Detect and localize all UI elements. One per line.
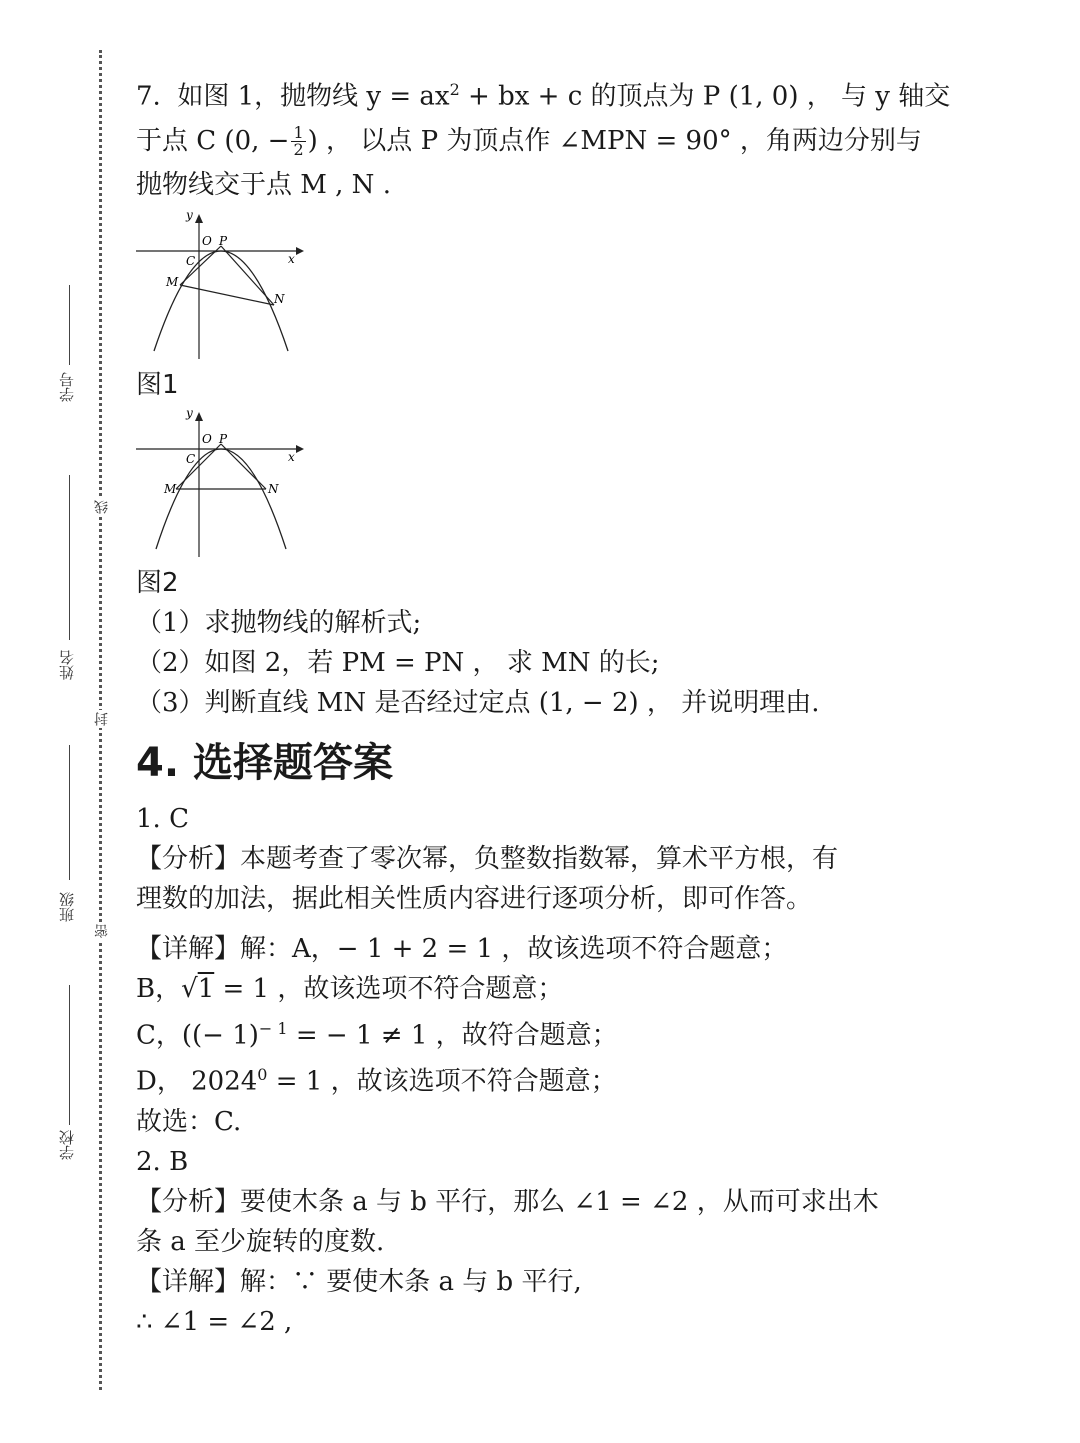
class-label: 班级 xyxy=(58,892,76,922)
page-content xyxy=(136,68,956,1342)
problem-line-1 xyxy=(136,68,956,119)
answer-text: = − 1 ≠ 1 ，故符合题意； xyxy=(287,1020,618,1051)
parabola-diagram-2 xyxy=(136,409,306,559)
figure-2 xyxy=(136,409,956,603)
answer-1-analysis: 【分析】本题考查了零次幂，负整数指数幂，算术平方根，有 xyxy=(136,843,839,874)
label-y: y xyxy=(186,210,193,222)
problem-text: + bx + c 的顶点为 P (1, 0) ， 与 y 轴交 xyxy=(459,81,951,112)
figure-1-caption: 图1 xyxy=(136,369,179,400)
answer-text: = 1 ，故该选项不符合题意； xyxy=(267,1066,617,1097)
label-p: P xyxy=(219,431,228,446)
label-o: O xyxy=(202,431,212,446)
fraction-numerator: 1 xyxy=(293,123,304,143)
segment-pn xyxy=(221,444,266,489)
problem-number: 7. xyxy=(136,81,161,112)
fraction-denominator: 2 xyxy=(293,140,304,160)
segment-pn xyxy=(221,246,274,305)
name-blank xyxy=(69,475,70,640)
problem-text: 如图 1，抛物线 y = ax xyxy=(177,81,450,112)
answer-1-detail-b xyxy=(136,969,956,1009)
school-blank xyxy=(69,985,70,1125)
answer-1-detail-d xyxy=(136,1055,956,1102)
label-n: N xyxy=(274,291,285,306)
x-axis-arrow xyxy=(296,445,304,453)
problem-text: ) ， 以点 P 为顶点作 ∠MPN = 90° ，角两边分别与 xyxy=(307,125,922,156)
answer-1-detail-a: 【详解】解：A，− 1 + 2 = 1 ，故该选项不符合题意； xyxy=(136,933,788,964)
x-axis-arrow xyxy=(296,247,304,255)
question-1: （1）求抛物线的解析式; xyxy=(136,607,422,638)
answer-1-title: 1. C xyxy=(136,803,189,834)
answer-1-choose: 故选：C. xyxy=(136,1106,242,1137)
parabola-curve xyxy=(154,251,288,351)
label-x: x xyxy=(288,251,295,266)
answer-text: B，√ xyxy=(136,973,198,1004)
answer-2-title: 2. B xyxy=(136,1146,189,1177)
answer-text: C，((− 1) xyxy=(136,1020,259,1051)
answer-2-analysis: 条 a 至少旋转的度数. xyxy=(136,1226,385,1257)
label-x: x xyxy=(288,449,295,464)
answer-1-analysis: 理数的加法，据此相关性质内容进行逐项分析，即可作答。 xyxy=(136,883,813,914)
answer-2-detail: ∴ ∠1 = ∠2 , xyxy=(136,1306,293,1337)
label-c: C xyxy=(186,253,196,268)
label-p: P xyxy=(219,233,228,248)
label-y: y xyxy=(186,408,193,420)
answer-text: = 1 ，故该选项不符合题意； xyxy=(214,973,564,1004)
figure-2-caption: 图2 xyxy=(136,567,179,598)
section-title: 4. 选择题答案 xyxy=(136,739,393,786)
y-axis-arrow xyxy=(195,214,203,223)
exponent: 2 xyxy=(449,80,460,99)
seal-mi: 密 xyxy=(94,924,110,938)
fraction-one-half xyxy=(291,125,305,158)
answer-1-detail-c xyxy=(136,1009,956,1056)
segment-mn xyxy=(180,285,274,305)
parabola-curve xyxy=(156,449,286,549)
question-3: （3）判断直线 MN 是否经过定点 (1, − 2) ， 并说明理由. xyxy=(136,687,820,718)
student-no-blank xyxy=(69,285,70,365)
answer-2-analysis: 【分析】要使木条 a 与 b 平行，那么 ∠1 = ∠2 ，从而可求出木 xyxy=(136,1186,879,1217)
radicand: 1 xyxy=(197,973,215,1004)
label-c: C xyxy=(186,451,196,466)
school-label: 学校 xyxy=(58,1130,76,1160)
figure-1 xyxy=(136,211,956,405)
label-m: M xyxy=(164,481,177,496)
label-o: O xyxy=(202,233,212,248)
seal-xian: 线 xyxy=(94,500,110,514)
problem-text: 于点 C (0, − xyxy=(136,125,290,156)
label-n: N xyxy=(268,481,279,496)
seal-feng: 封 xyxy=(94,712,110,726)
class-blank xyxy=(69,745,70,880)
problem-line-2 xyxy=(136,119,956,163)
student-no-label: 学号 xyxy=(58,372,76,402)
name-label: 姓名 xyxy=(58,650,76,680)
exponent: 0 xyxy=(257,1065,268,1085)
exponent: − 1 xyxy=(258,1018,288,1038)
answer-2-detail: 【详解】解：∵ 要使木条 a 与 b 平行, xyxy=(136,1266,582,1297)
question-2: （2）如图 2，若 PM = PN ， 求 MN 的长; xyxy=(136,647,660,678)
label-m: M xyxy=(166,274,179,289)
problem-line-3: 抛物线交于点 M , N . xyxy=(136,169,391,200)
answer-text: D， 2024 xyxy=(136,1066,258,1097)
y-axis-arrow xyxy=(195,412,203,421)
parabola-diagram-1 xyxy=(136,211,306,361)
